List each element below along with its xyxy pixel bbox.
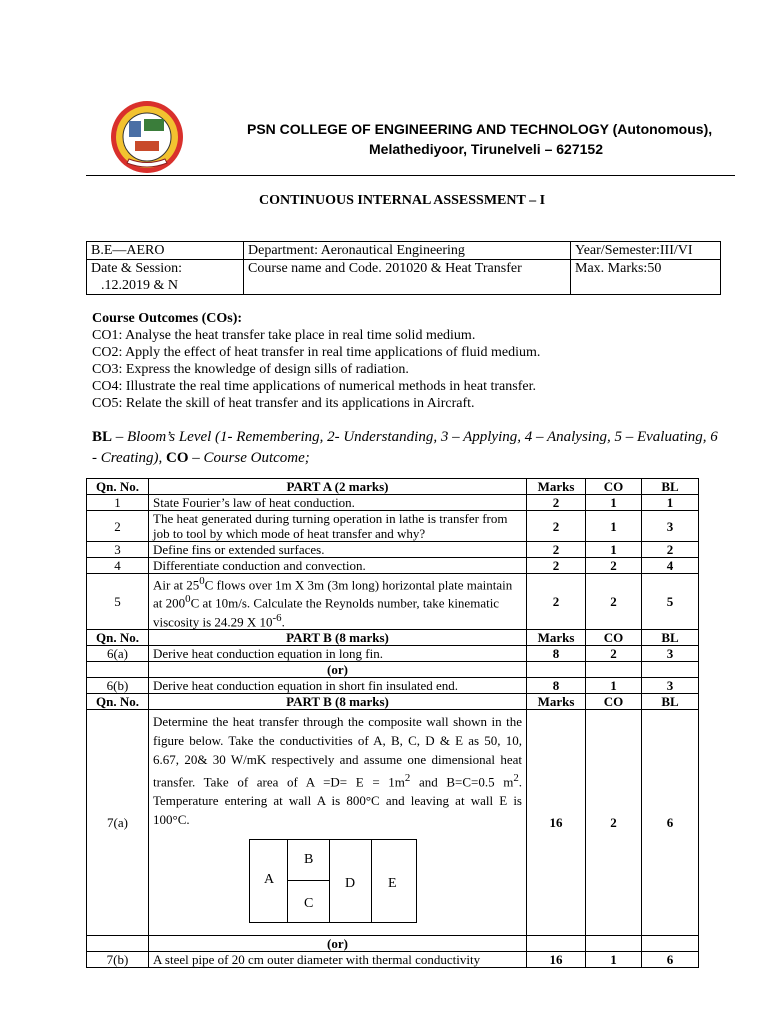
question-marks: 16 — [527, 709, 586, 935]
question-number: 3 — [87, 542, 149, 558]
q5-text-b: C flows over 1m X 3m (3m long) horizontal plate maintain at 200 — [153, 577, 513, 611]
co-header: CO — [586, 693, 642, 709]
or-spacer — [527, 936, 586, 952]
question-bl: 2 — [642, 542, 699, 558]
bl-abbrev: BL — [92, 429, 113, 445]
q7a-text-3: . Temperature entering at wall A is 800°C and leaving at wall E is 100°C. — [153, 774, 522, 828]
marks-header: Marks — [527, 479, 586, 495]
max-marks-cell: Max. Marks:50 — [571, 260, 721, 295]
question-marks: 2 — [527, 542, 586, 558]
header-divider — [86, 175, 735, 176]
or-spacer — [586, 661, 642, 677]
question-row — [87, 574, 699, 630]
question-text: Define fins or extended surfaces. — [149, 542, 527, 558]
co-abbrev: CO — [166, 450, 189, 466]
question-number: 7(b) — [87, 952, 149, 968]
q5-degree-1: 0 — [199, 575, 205, 587]
or-label: (or) — [149, 661, 527, 677]
question-text: Derive heat conduction equation in long fin. — [149, 645, 527, 661]
bl-definition: – Bloom’s Level (1- Remembering, 2- Understanding, 3 – Applying, 4 – Analysing, 5 – Evaluating, 6 - Creating), — [92, 429, 718, 466]
question-marks: 2 — [527, 495, 586, 511]
wall-label-b: B — [304, 852, 314, 868]
or-spacer — [642, 936, 699, 952]
exam-title: CONTINUOUS INTERNAL ASSESSMENT – I — [258, 193, 546, 208]
question-co: 2 — [586, 574, 642, 630]
course-outcomes — [92, 310, 732, 412]
course-outcome-1: CO1: Analyse the heat transfer take place in real time solid medium. — [92, 328, 476, 343]
question-marks: 2 — [527, 511, 586, 542]
level-legend — [92, 427, 722, 469]
course-outcome-3: CO3: Express the knowledge of design sills of radiation. — [92, 362, 409, 377]
or-row — [87, 661, 699, 677]
or-spacer — [527, 661, 586, 677]
question-marks: 16 — [527, 952, 586, 968]
question-co: 1 — [586, 542, 642, 558]
co-header: CO — [586, 629, 642, 645]
question-bl: 6 — [642, 709, 699, 935]
question-text: Differentiate conduction and convection. — [149, 558, 527, 574]
or-spacer — [87, 661, 149, 677]
question-number: 1 — [87, 495, 149, 511]
q5-text-c: C at 10m/s. Calculate the Reynolds number, take kinematic viscosity is 24.29 X 10 — [153, 595, 500, 629]
q7a-text-1: Determine the heat transfer through the composite wall shown in the figure below. Take the conductivities of A, B, C, D & E as 50, 10, 6.67, 20& 30 W/mK respectively and assume one dimensional heat transfer. Take of area of A =D= E = 1m — [153, 713, 522, 790]
bl-header: BL — [642, 479, 699, 495]
college-header — [200, 119, 768, 159]
question-number: 5 — [87, 574, 149, 630]
bl-header: BL — [642, 629, 699, 645]
question-table — [86, 478, 699, 968]
exam-info-table — [86, 241, 721, 295]
question-number: 2 — [87, 511, 149, 542]
question-text: A steel pipe of 20 cm outer diameter with thermal conductivity — [149, 952, 527, 968]
date-session-label: Date & Session: — [91, 261, 182, 276]
program-cell: B.E—AERO — [87, 242, 244, 260]
question-co: 1 — [586, 677, 642, 693]
question-text: Derive heat conduction equation in short fin insulated end. — [149, 677, 527, 693]
part-b-title: PART B (8 marks) — [149, 629, 527, 645]
question-row — [87, 511, 699, 542]
part-b-header-row — [87, 629, 699, 645]
wall-label-a: A — [264, 872, 275, 888]
question-marks: 2 — [527, 574, 586, 630]
date-session-cell — [87, 260, 244, 295]
marks-header: Marks — [527, 629, 586, 645]
question-bl: 3 — [642, 511, 699, 542]
question-bl: 3 — [642, 677, 699, 693]
college-address: Melathediyoor, Tirunelveli – 627152 — [369, 141, 603, 157]
question-co: 1 — [586, 952, 642, 968]
q7a-text-2: and B=C=0.5 m — [410, 774, 514, 790]
question-number: 4 — [87, 558, 149, 574]
date-session-value: .12.2019 & N — [101, 278, 178, 293]
q5-text-a: Air at 25 — [153, 577, 200, 593]
or-spacer — [642, 661, 699, 677]
question-co: 1 — [586, 511, 642, 542]
q5-degree-2: 0 — [185, 593, 191, 606]
question-co: 1 — [586, 495, 642, 511]
course-outcomes-heading: Course Outcomes (COs): — [92, 311, 243, 326]
qn-header: Qn. No. — [87, 629, 149, 645]
or-spacer — [87, 936, 149, 952]
question-row — [87, 952, 699, 968]
year-semester-cell: Year/Semester:III/VI — [571, 242, 721, 260]
question-row — [87, 558, 699, 574]
bl-header: BL — [642, 693, 699, 709]
question-text: The heat generated during turning operation in lathe is transfer from job to tool by which mode of heat transfer and why? — [149, 511, 527, 542]
course-cell: Course name and Code. 201020 & Heat Transfer — [244, 260, 571, 295]
question-co: 2 — [586, 645, 642, 661]
part-a-title: PART A (2 marks) — [149, 479, 527, 495]
wall-label-c: C — [304, 896, 314, 912]
part-b-header-row — [87, 693, 699, 709]
question-marks: 8 — [527, 645, 586, 661]
question-number: 6(a) — [87, 645, 149, 661]
question-marks: 8 — [527, 677, 586, 693]
question-number: 6(b) — [87, 677, 149, 693]
wall-label-d: D — [345, 876, 356, 892]
question-row — [87, 542, 699, 558]
q7a-sup-2: 2 — [513, 771, 519, 784]
wall-label-e: E — [388, 876, 397, 892]
or-row — [87, 936, 699, 952]
question-co: 2 — [586, 558, 642, 574]
part-b-title: PART B (8 marks) — [149, 693, 527, 709]
co-definition: – Course Outcome; — [188, 450, 310, 466]
part-a-header-row — [87, 479, 699, 495]
marks-header: Marks — [527, 693, 586, 709]
or-label: (or) — [149, 936, 527, 952]
q7a-sup-1: 2 — [404, 771, 411, 784]
qn-header: Qn. No. — [87, 693, 149, 709]
question-marks: 2 — [527, 558, 586, 574]
college-logo — [109, 99, 185, 175]
q5-text-d: . — [281, 613, 285, 629]
question-row — [87, 677, 699, 693]
question-row — [87, 645, 699, 661]
question-row — [87, 495, 699, 511]
question-bl: 3 — [642, 645, 699, 661]
department-cell: Department: Aeronautical Engineering — [244, 242, 571, 260]
question-bl: 1 — [642, 495, 699, 511]
co-header: CO — [586, 479, 642, 495]
course-outcome-2: CO2: Apply the effect of heat transfer in real time applications of fluid medium. — [92, 345, 541, 360]
course-outcome-4: CO4: Illustrate the real time applications of numerical methods in heat transfer. — [92, 379, 536, 394]
question-text: State Fourier’s law of heat conduction. — [149, 495, 527, 511]
qn-header: Qn. No. — [87, 479, 149, 495]
question-text — [149, 574, 527, 630]
q5-exponent: -6 — [272, 611, 282, 624]
or-spacer — [586, 936, 642, 952]
question-number: 7(a) — [87, 709, 149, 935]
college-name: PSN COLLEGE OF ENGINEERING AND TECHNOLOGY (Autonomous), — [247, 121, 713, 137]
question-row — [87, 709, 699, 935]
question-co: 2 — [586, 709, 642, 935]
question-bl: 4 — [642, 558, 699, 574]
question-bl: 6 — [642, 952, 699, 968]
course-outcome-5: CO5: Relate the skill of heat transfer and its applications in Aircraft. — [92, 396, 475, 411]
question-text — [149, 709, 527, 935]
question-bl: 5 — [642, 574, 699, 630]
composite-wall-figure — [249, 839, 417, 923]
